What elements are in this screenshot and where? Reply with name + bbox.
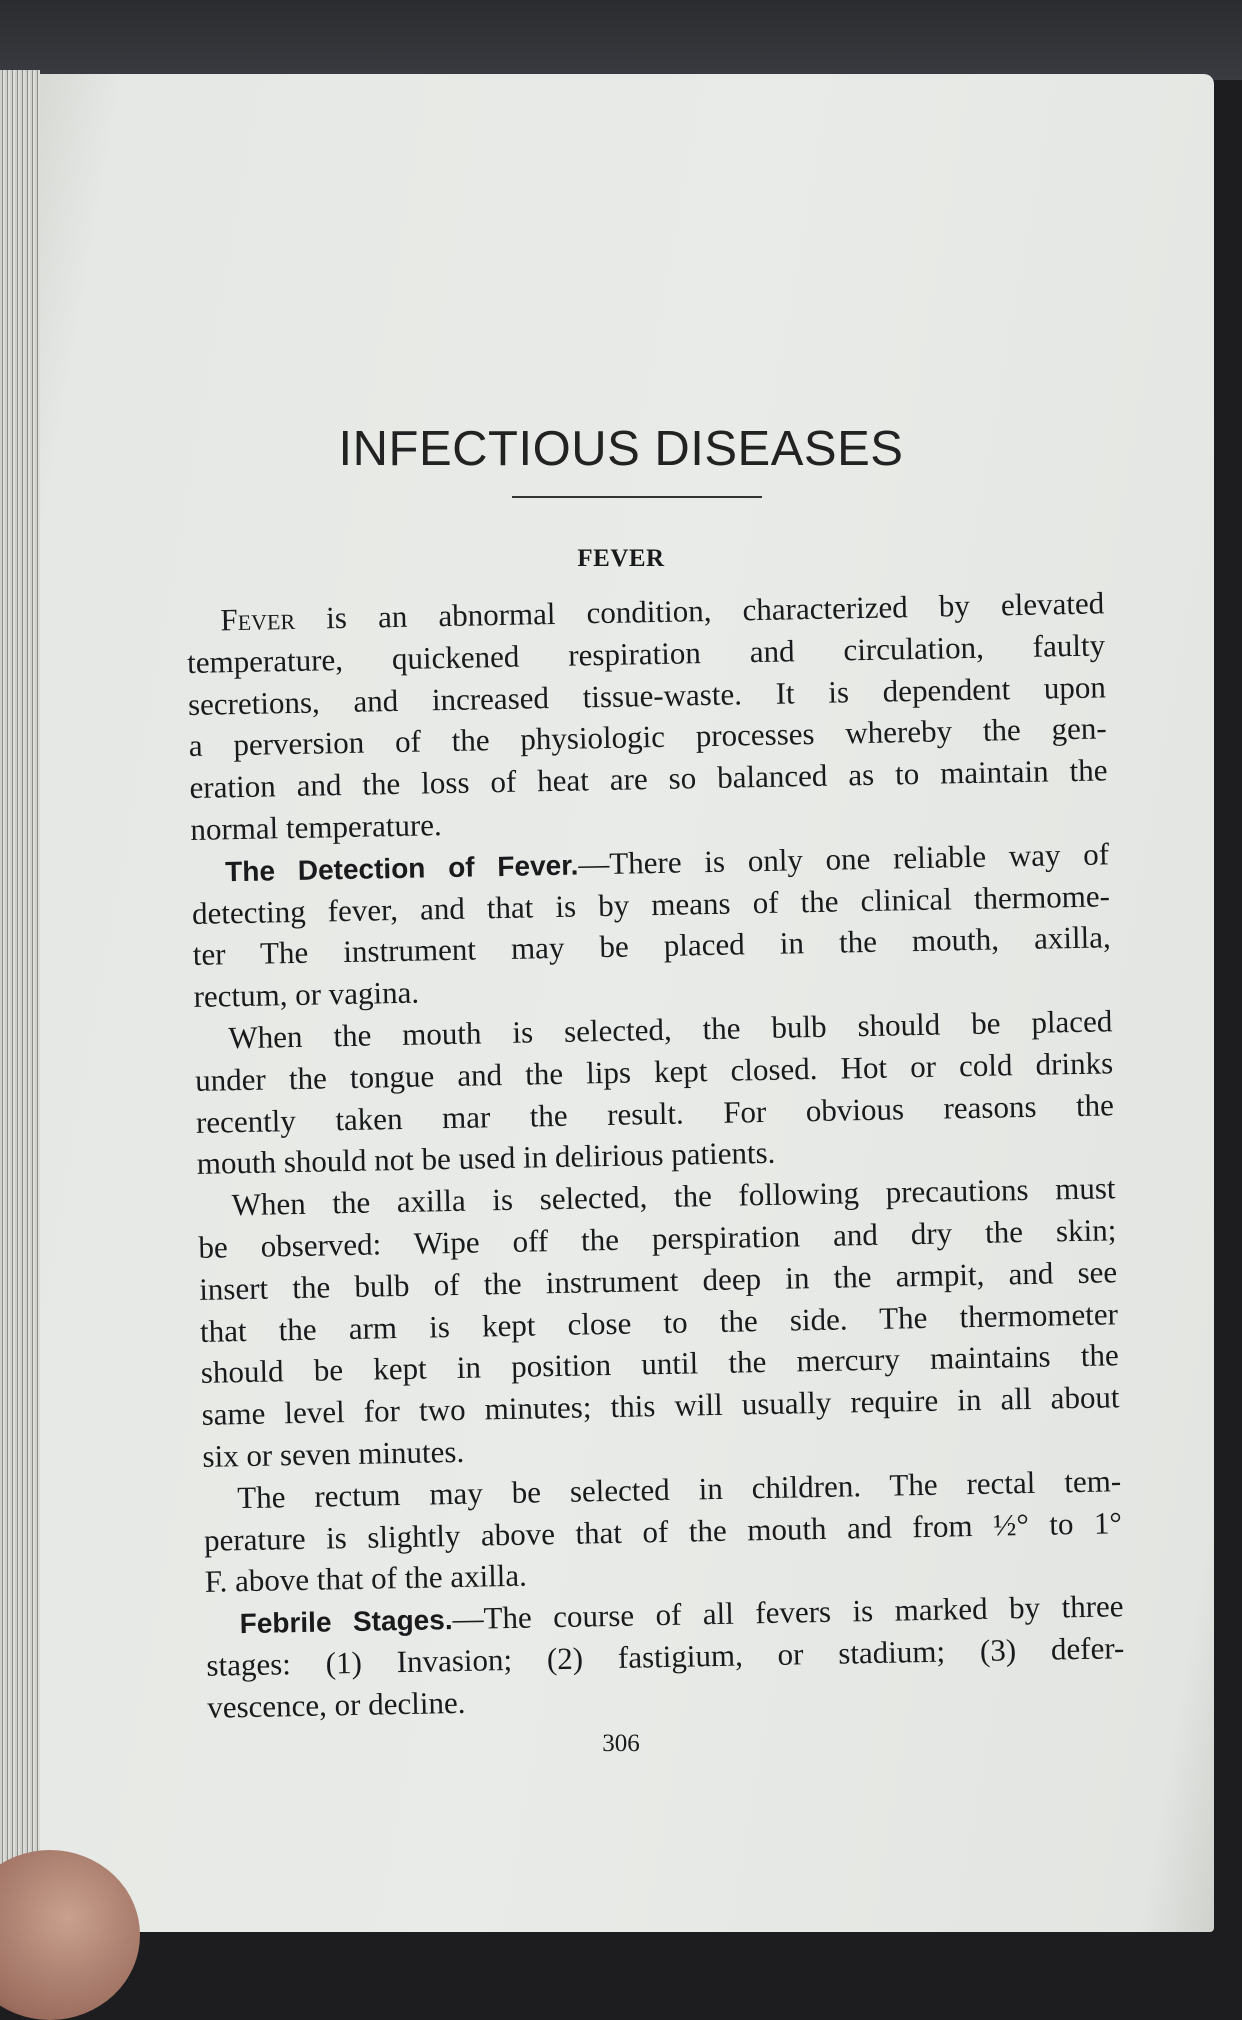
line-text: temperature, quickened respiration and circulation, faulty — [186, 627, 1106, 680]
line-text: secretions, and increased tissue-waste. It is dependent upon — [187, 668, 1107, 722]
title-rule — [512, 496, 762, 498]
page-edges — [0, 70, 40, 1940]
run-in-heading: Febrile Stages. — [239, 1604, 453, 1640]
line-text: rectum, or vagina. — [193, 974, 420, 1015]
line-text: same level for two minutes; this will usually require in all about — [201, 1379, 1120, 1432]
line-text: mouth should not be used in delirious patients. — [196, 1135, 776, 1182]
line-text: When the mouth is selected, the bulb should be placed — [228, 1003, 1113, 1056]
line-text: eration and the loss of heat are so balanced as to maintain the — [189, 752, 1108, 806]
line-text: should be kept in position until the mercury maintains the — [200, 1337, 1120, 1391]
run-in-heading: The Detection of Fever. — [224, 849, 579, 888]
line-text: a perversion of the physiologic processes whereby the gen- — [188, 710, 1107, 764]
line-text: —There is only one reliable way of — [577, 836, 1110, 882]
line-text: normal temperature. — [190, 807, 443, 847]
line-text: stages: (1) Invasion; (2) fastigium, or stadium; (3) defer- — [206, 1630, 1125, 1683]
line-text: recently taken mar the result. For obvious reasons the — [195, 1086, 1115, 1140]
page-number: 306 — [602, 1730, 640, 1757]
line-text: be observed: Wipe off the perspiration and dry the skin; — [198, 1212, 1117, 1265]
line-text: six or seven minutes. — [202, 1433, 465, 1474]
line-text: perature is slightly above that of the mouth and from ½° to 1° — [203, 1504, 1123, 1558]
line-text: vescence, or decline. — [206, 1684, 466, 1725]
section-heading: FEVER — [577, 545, 665, 572]
line-text: that the arm is kept close to the side. The thermometer — [199, 1295, 1119, 1349]
line-text: insert the bulb of the instrument deep in the armpit, and see — [198, 1254, 1118, 1307]
run-in-heading: Fever — [220, 600, 296, 638]
line-text: detecting fever, and that is by means of the clinical thermome- — [191, 877, 1111, 931]
line-text: F. above that of the axilla. — [204, 1557, 528, 1600]
line-text: The rectum may be selected in children. The rectal tem- — [236, 1462, 1122, 1515]
line-text: is an abnormal condition, characterized by elevated — [294, 585, 1105, 636]
body-text — [186, 582, 1125, 1728]
line-text: —The course of all fevers is marked by three — [452, 1588, 1124, 1637]
book-cover — [0, 0, 1242, 80]
line-text: When the axilla is selected, the following precautions must — [231, 1170, 1116, 1223]
chapter-title: INFECTIOUS DISEASES — [338, 421, 904, 476]
line-text: ter The instrument may be placed in the mouth, axilla, — [192, 919, 1111, 973]
line-text: under the tongue and the lips kept closed. Hot or cold drinks — [194, 1045, 1114, 1098]
